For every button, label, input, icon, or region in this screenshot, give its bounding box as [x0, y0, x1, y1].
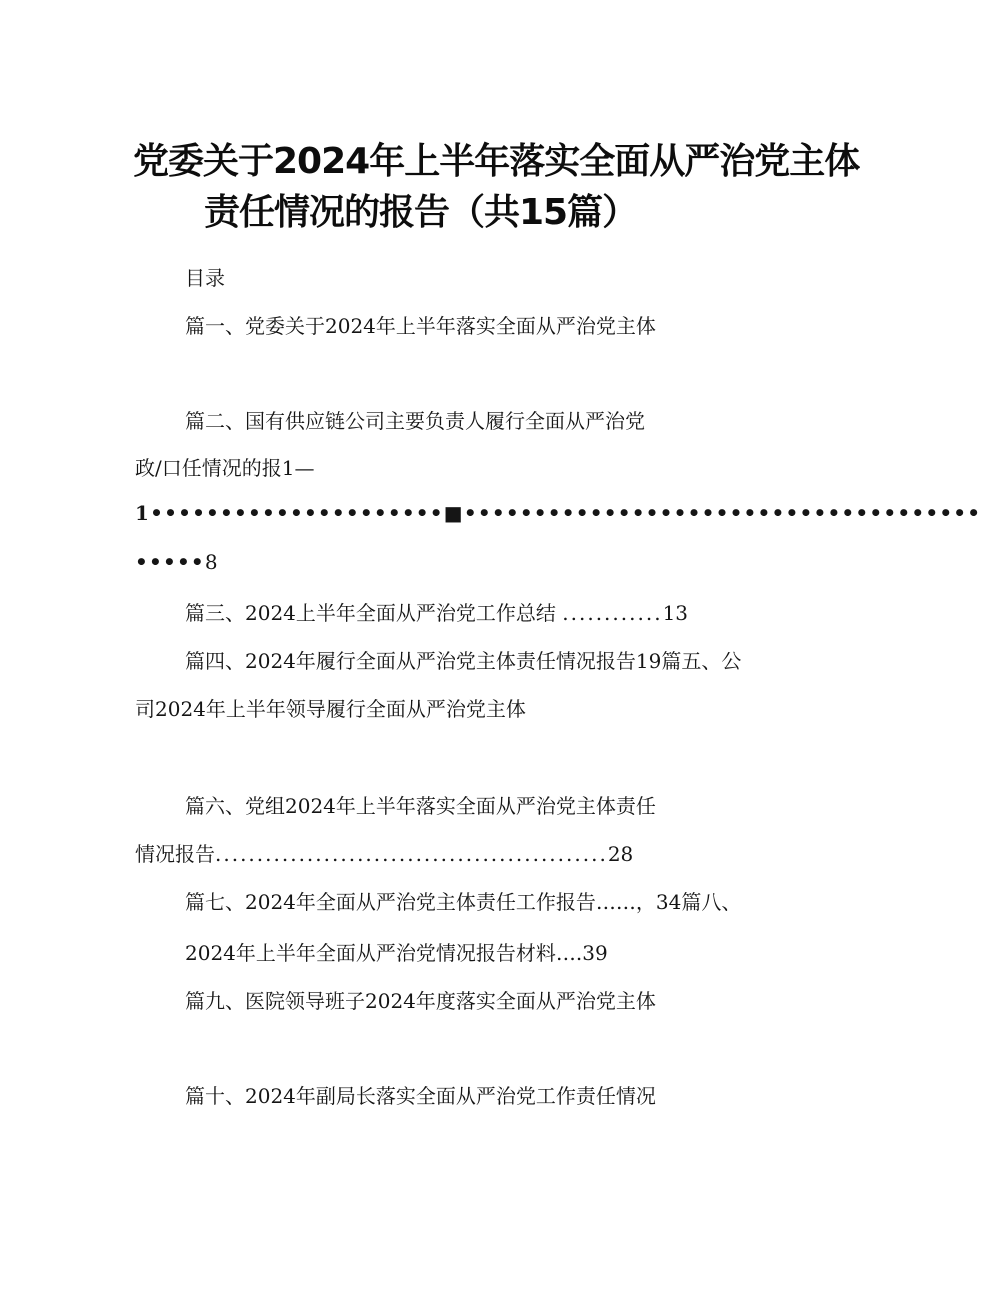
toc-entry-3-page: 13: [662, 601, 689, 625]
toc-entry-6-dots: ...............................................: [215, 842, 608, 866]
document-title-line-1: 党委关于2024年上半年落实全面从严治党主体: [133, 141, 860, 182]
toc-entry-2-continuation: 政/口任情况的报1—: [135, 456, 315, 480]
toc-entry-6-page: 28: [607, 842, 634, 866]
toc-entry-6: 篇六、党组2024年上半年落实全面从严治党主体责任: [185, 794, 656, 818]
toc-entry-7: 篇七、2024年全面从严治党主体责任工作报告……，34篇八、: [185, 890, 742, 914]
toc-entry-2-dots-a: •••••••••••••••••••••: [150, 501, 444, 525]
document-title-line-2: 责任情况的报告（共15篇）: [204, 192, 638, 233]
toc-entry-1: 篇一、党委关于2024年上半年落实全面从严治党主体: [185, 314, 656, 338]
toc-entry-2: 篇二、国有供应链公司主要负责人履行全面从严治党: [185, 409, 645, 433]
toc-entry-2-page: 8: [204, 550, 219, 574]
toc-entry-5-continuation: 司2024年上半年领导履行全面从严治党主体: [135, 697, 526, 721]
toc-entry-2-mark: ■: [443, 501, 464, 525]
toc-entry-6-continuation: [135, 838, 633, 867]
toc-entry-4: 篇四、2024年履行全面从严治党主体责任情况报告19篇五、公: [185, 649, 742, 673]
toc-entry-2-leader-start: 1: [135, 501, 151, 525]
toc-entry-2-leader-row: [135, 501, 981, 525]
toc-entry-2-page-row: [135, 550, 219, 574]
toc-entry-3-dots: ............: [562, 601, 663, 625]
toc-entry-2-dots-b: •••••••••••••••••••••••••••••••••••••: [463, 501, 981, 525]
toc-entry-3: [185, 597, 688, 626]
toc-entry-9: 篇九、医院领导班子2024年度落实全面从严治党主体: [185, 989, 656, 1013]
toc-heading: 目录: [185, 266, 225, 290]
toc-entry-2-dots-c: •••••: [135, 550, 205, 574]
toc-entry-10: 篇十、2024年副局长落实全面从严治党工作责任情况: [185, 1084, 656, 1108]
toc-entry-6-title-end: 情况报告: [135, 842, 215, 866]
toc-entry-8-continuation: 2024年上半年全面从严治党情况报告材料….39: [185, 941, 608, 965]
toc-entry-3-title: 篇三、2024上半年全面从严治党工作总结: [185, 601, 556, 625]
